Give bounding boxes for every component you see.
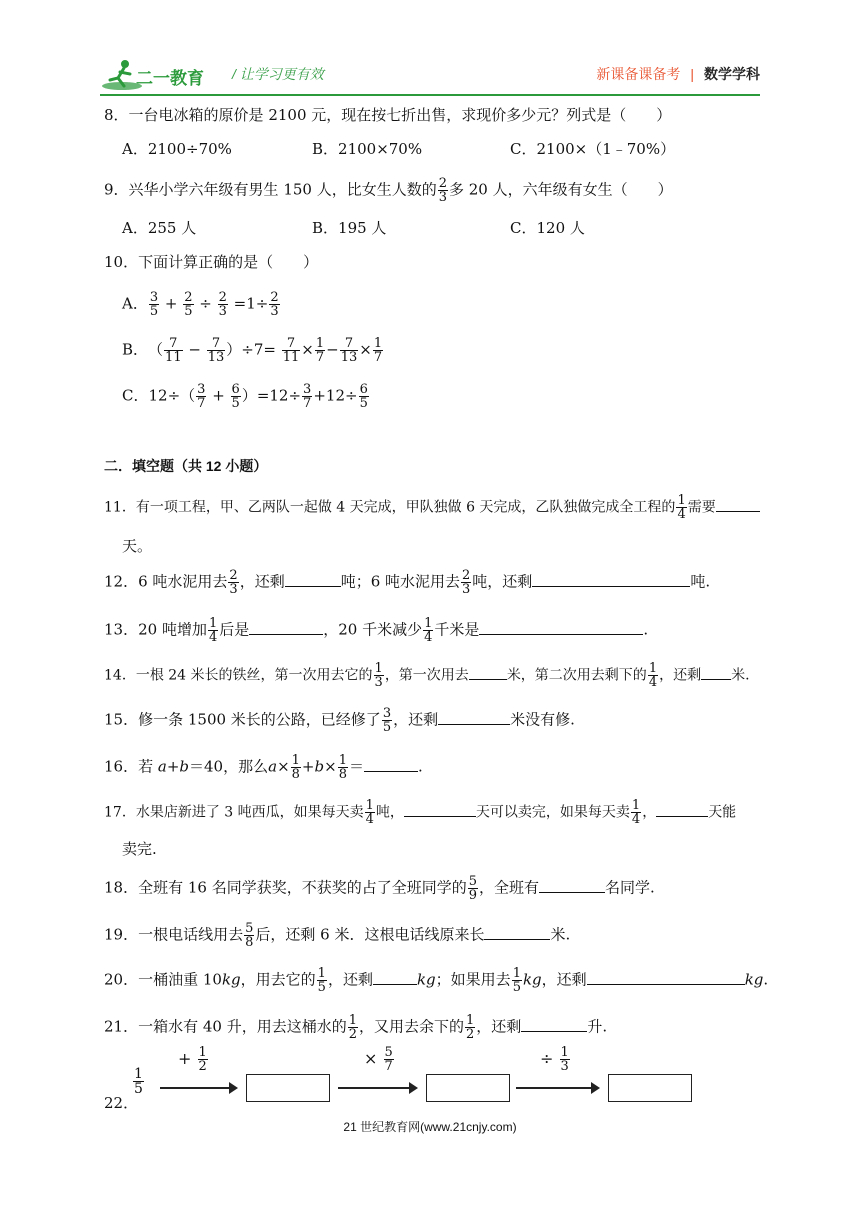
page-footer: 21 世纪教育网(www.21cnjy.com) [343,1120,517,1134]
answer-blank[interactable] [373,970,417,985]
question-18: 18．全班有 16 名同学获奖，不获奖的占了全班同学的 $\frac{5}{9}$ ，全班有 名同学. [104,874,655,903]
header-tag-2: 数学学科 [704,66,760,82]
operator-2: × $\frac{5}{7}$ [364,1045,393,1074]
question-8-option-b: B．2100×70% [312,140,423,158]
question-17: 17．水果店新进了 3 吨西瓜，如果每天卖 $\frac{1}{4}$ 吨， 天可以卖完，如果每天卖 $\frac{1}{4}$ ， 天能 [104,798,737,827]
question-15: 15．修一条 1500 米长的公路，已经修了 $\frac{3}{5}$ ，还剩 米没有修. [104,706,575,735]
header-divider [100,94,760,96]
question-13: 13．20 吨增加 $\frac{1}{4}$ 后是 ，20 千米减少 $\frac{1}{4}$ 千米是 . [104,616,649,645]
answer-blank[interactable] [479,620,643,635]
answer-blank[interactable] [438,710,510,725]
question-10-stem: 10．下面计算正确的是（ ） [104,253,319,271]
question-9-option-b: B．195 人 [312,219,387,237]
answer-blank[interactable] [364,757,418,772]
question-16: 16．若 a+b＝40，那么a× $\frac{1}{8}$ +b× $\frac{1}{8}$ ＝ . [104,753,423,782]
answer-box-2[interactable] [426,1074,510,1102]
question-11-cont: 天。 [122,537,153,555]
arrow-3 [516,1087,598,1089]
answer-blank[interactable] [539,878,605,893]
arrow-1 [160,1087,236,1089]
answer-blank[interactable] [285,572,341,587]
question-17-cont: 卖完. [122,840,157,858]
answer-blank[interactable] [469,665,507,680]
question-22-label: 22． [104,1094,139,1112]
answer-blank[interactable] [404,802,476,817]
operator-3: ÷ $\frac{1}{3}$ [540,1045,569,1074]
question-10-option-a: A． $\frac{3}{5}$ + $\frac{2}{5}$ ÷ $\frac{2}{3}$ =1÷ $\frac{2}{3}$ [122,290,279,319]
page-header [100,56,760,96]
header-right [596,64,760,84]
answer-blank[interactable] [587,970,745,985]
arrow-2 [338,1087,416,1089]
answer-blank[interactable] [656,802,708,817]
operator-1: + $\frac{1}{2}$ [178,1045,207,1074]
question-12: 12．6 吨水泥用去 $\frac{2}{3}$ ，还剩 吨；6 吨水泥用去 $\frac{2}{3}$ 吨，还剩 吨. [104,568,711,597]
header-tag-1: 新课备课备考 [596,66,681,82]
answer-box-1[interactable] [246,1074,330,1102]
start-fraction: $\frac{1}{5}$ [134,1066,143,1097]
question-8-option-c: C．2100×（1﹣70%） [510,140,676,158]
slogan: / 让学习更有效 [232,66,324,82]
fraction: $\frac{2}{3}$ [438,176,447,205]
answer-box-3[interactable] [608,1074,692,1102]
answer-blank[interactable] [249,620,323,635]
question-19: 19．一根电话线用去 $\frac{5}{8}$ 后，还剩 6 米．这根电话线原来长 米. [104,921,571,950]
question-21: 21．一箱水有 40 升，用去这桶水的 $\frac{1}{2}$ ，又用去余下的 $\frac{1}{2}$ ，还剩 升. [104,1013,608,1042]
question-14: 14．一根 24 米长的铁丝，第一次用去它的 $\frac{1}{3}$ ，第一次用去 米，第二次用去剩下的 $\frac{1}{4}$ ，还剩 米. [104,661,750,690]
answer-blank[interactable] [521,1017,587,1032]
answer-blank[interactable] [532,572,690,587]
question-8-option-a: A．2100÷70% [122,140,232,158]
question-20: 20．一桶油重 10kg，用去它的 $\frac{1}{5}$ ，还剩 kg；如果用去 $\frac{1}{5}$ kg，还剩 kg. [104,966,769,995]
question-9-option-a: A．255 人 [122,219,197,237]
question-10-option-c: C．12÷（ $\frac{3}{7}$ + $\frac{6}{5}$ ）=12÷ $\frac{3}{7}$ +12÷ $\frac{6}{5}$ [122,382,368,411]
section-title: 二．填空题（共 12 小题） [104,458,268,474]
question-9-stem: 9．兴华小学六年级有男生 150 人，比女生人数的 $\frac{2}{3}$ 多 20 人，六年级有女生（ ） [104,176,673,205]
answer-blank[interactable] [701,665,731,680]
question-10-option-b: B． （ $\frac{7}{11}$ − $\frac{7}{13}$ ）÷7= $\frac{7}{11}$ × $\frac{1}{7}$ − $\frac{7}{13}$ × $\frac{1}{7}$ [122,336,383,365]
logo-text: 二一教育 [136,69,204,88]
answer-blank[interactable] [716,497,760,512]
answer-blank[interactable] [484,925,550,940]
question-9-option-c: C．120 人 [510,219,585,237]
question-8-stem: 8．一台电冰箱的原价是 2100 元，现在按七折出售，求现价多少元？列式是（ ） [104,106,672,124]
question-11: 11．有一项工程，甲、乙两队一起做 4 天完成，甲队独做 6 天完成，乙队独做完成全工程的 $\frac{1}{4}$ 需要 [104,494,760,521]
header-separator: | [690,66,694,82]
